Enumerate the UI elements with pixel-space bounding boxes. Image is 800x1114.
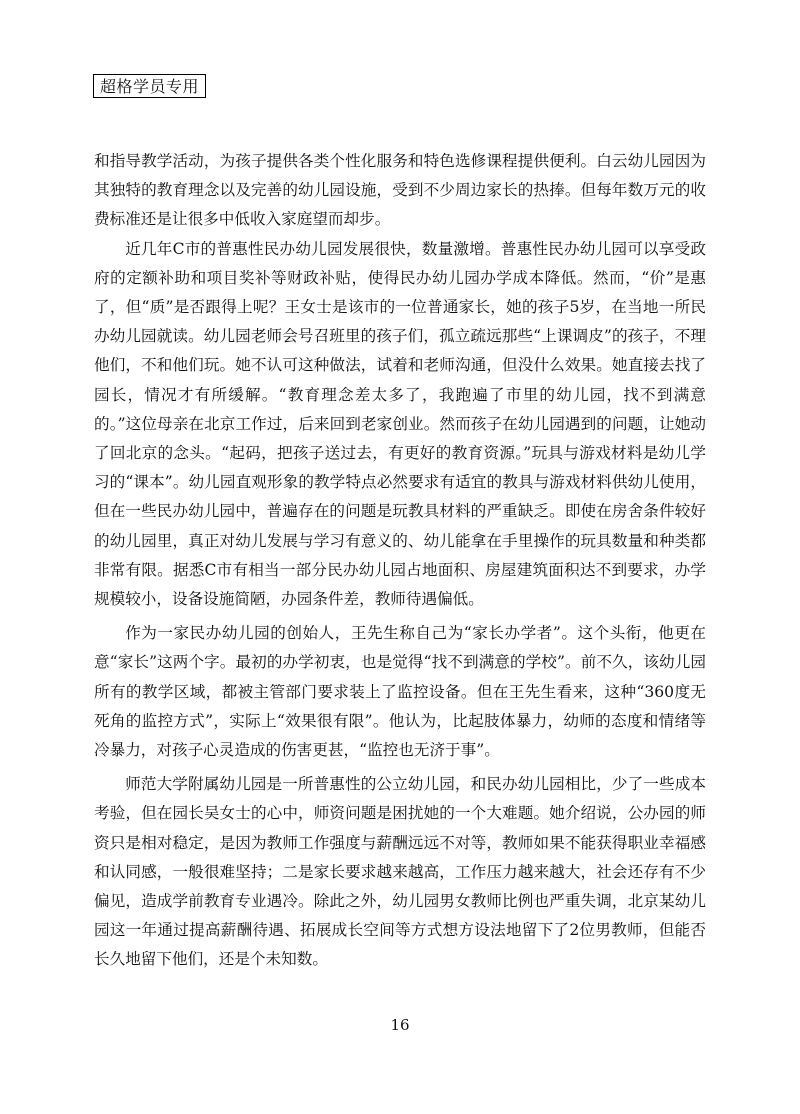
paragraph-founder-monitoring: 作为一家民办幼儿园的创始人，王先生称自己为“家长办学者”。这个头衔，他更在意“家长”这两个字。最初的办学初衷，也是觉得“找不到满意的学校”。前不久，该幼儿园所有的教学区域，都被主管部门要求装上了监控设备。但在王先生看来，这种“360度无死角的监控方式”，实际上“效果很有限”。他认为，比起肢体暴力，幼师的态度和情绪等冷暴力，对孩子心灵造成的伤害更甚，“监控也无济于事”。 xyxy=(94,624,706,760)
page-number: 16 xyxy=(390,1016,410,1034)
paragraph-continuation: 和指导教学活动，为孩子提供各类个性化服务和特色选修课程提供便利。白云幼儿园因为其独特的教育理念以及完善的幼儿园设施，受到不少周边家长的热捧。但每年数万元的收费标准还是让很多中低收入家庭望而却步。 xyxy=(94,152,706,229)
header-badge: 超格学员专用 xyxy=(93,74,206,98)
paragraph-public-kindergarten-staff: 师范大学附属幼儿园是一所普惠性的公立幼儿园，和民办幼儿园相比，少了一些成本考验，但在园长吴女士的心中，师资问题是困扰她的一个大难题。她介绍说，公办园的师资只是相对稳定，是因为教师工作强度与薪酬远远不对等，教师如果不能获得职业幸福感和认同感，一般很难坚持；二是家长要求越来越高，工作压力越来越大，社会还存有不少偏见，造成学前教育专业遇冷。除此之外，幼儿园男女教师比例也严重失调，北京某幼儿园这一年通过提高薪酬待遇、拓展成长空间等方式想方设法地留下了2位男教师，但能否长久地留下他们，还是个未知数。 xyxy=(94,775,706,969)
body-text xyxy=(94,147,706,980)
paragraph-private-kindergartens: 近几年C市的普惠性民办幼儿园发展很快，数量激增。普惠性民办幼儿园可以享受政府的定额补助和项目奖补等财政补贴，使得民办幼儿园办学成本降低。然而，“价”是惠了，但“质”是否跟得上呢？王女士是该市的一位普通家长，她的孩子5岁，在当地一所民办幼儿园就读。幼儿园老师会号召班里的孩子们，孤立疏远那些“上课调皮”的孩子，不理他们，不和他们玩。她不认可这种做法，试着和老师沟通，但没什么效果。她直接去找了园长，情况才有所缓解。“教育理念差太多了，我跑遍了市里的幼儿园，找不到满意的。”这位母亲在北京工作过，后来回到老家创业。然而孩子在幼儿园遇到的问题，让她动了回北京的念头。“起码，把孩子送过去，有更好的教育资源。”玩具与游戏材料是幼儿学习的“课本”。幼儿园直观形象的教学特点必然要求有适宜的教具与游戏材料供幼儿使用，但在一些民办幼儿园中，普遍存在的问题是玩教具材料的严重缺乏。即使在房舍条件较好的幼儿园里，真正对幼儿发展与学习有意义的、幼儿能拿在手里操作的玩具数量和种类都非常有限。据悉C市有相当一部分民办幼儿园占地面积、房屋建筑面积达不到要求，办学规模较小，设备设施简陋，办园条件差，教师待遇偏低。 xyxy=(94,239,706,609)
